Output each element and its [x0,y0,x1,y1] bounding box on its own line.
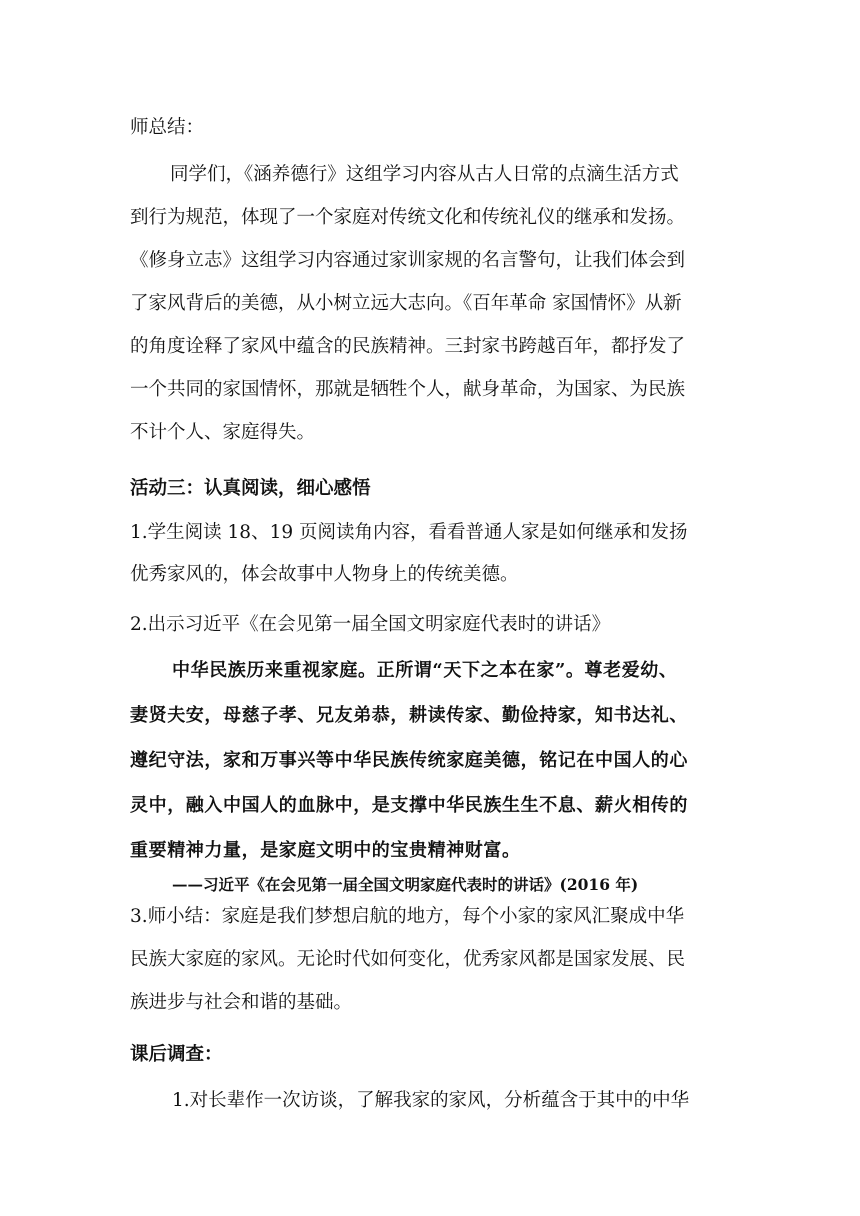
activity3-heading: 活动三：认真阅读，细心感悟 [130,478,371,499]
summary-line: 到行为规范，体现了一个家庭对传统文化和传统礼仪的继承和发扬。 [130,207,686,228]
summary-line: 了家风背后的美德，从小树立远大志向。《百年革命 家国情怀》从新 [130,293,682,314]
summary-line: 同学们，《涵养德行》这组学习内容从古人日常的点滴生活方式 [170,164,679,185]
homework-item: 1.对长辈作一次访谈，了解我家的家风，分析蕴含于其中的中华 [172,1090,690,1111]
quote-line: 重要精神力量，是家庭文明中的宝贵精神财富。 [130,840,521,861]
item1-line: 优秀家风的，体会故事中人物身上的传统美德。 [130,564,519,585]
item1-line: 1.学生阅读 18、19 页阅读角内容，看看普通人家是如何继承和发扬 [130,522,688,543]
summary-line: 一个共同的家国情怀，那就是牺牲个人，献身革命，为国家、为民族 [130,379,686,400]
homework-heading: 课后调查： [130,1044,223,1065]
summary-line: 不计个人、家庭得失。 [130,422,316,443]
item3-line: 民族大家庭的家风。无论时代如何变化，优秀家风都是国家发展、民 [130,949,686,970]
item2-line: 2.出示习近平《在会见第一届全国文明家庭代表时的讲话》 [130,614,611,635]
summary-line: 的角度诠释了家风中蕴含的民族精神。三封家书跨越百年，都抒发了 [130,336,686,357]
quote-line: 中华民族历来重视家庭。正所谓“天下之本在家”。尊老爱幼、 [172,660,678,681]
item3-line: 族进步与社会和谐的基础。 [130,992,353,1013]
item3-line: 3.师小结：家庭是我们梦想启航的地方，每个小家的家风汇聚成中华 [130,906,685,927]
teacher-summary-heading: 师总结： [130,117,205,138]
quote-attribution: ——习近平《在会见第一届全国文明家庭代表时的讲话》(2016 年) [172,875,639,894]
quote-line: 灵中，融入中国人的血脉中，是支撑中华民族生生不息、薪火相传的 [130,795,688,816]
quote-line: 妻贤夫安，母慈子孝、兄友弟恭，耕读传家、勤俭持家，知书达礼、 [130,705,688,726]
summary-line: 《修身立志》这组学习内容通过家训家规的名言警句，让我们体会到 [130,250,686,271]
quote-line: 遵纪守法，家和万事兴等中华民族传统家庭美德，铭记在中国人的心 [130,750,688,771]
